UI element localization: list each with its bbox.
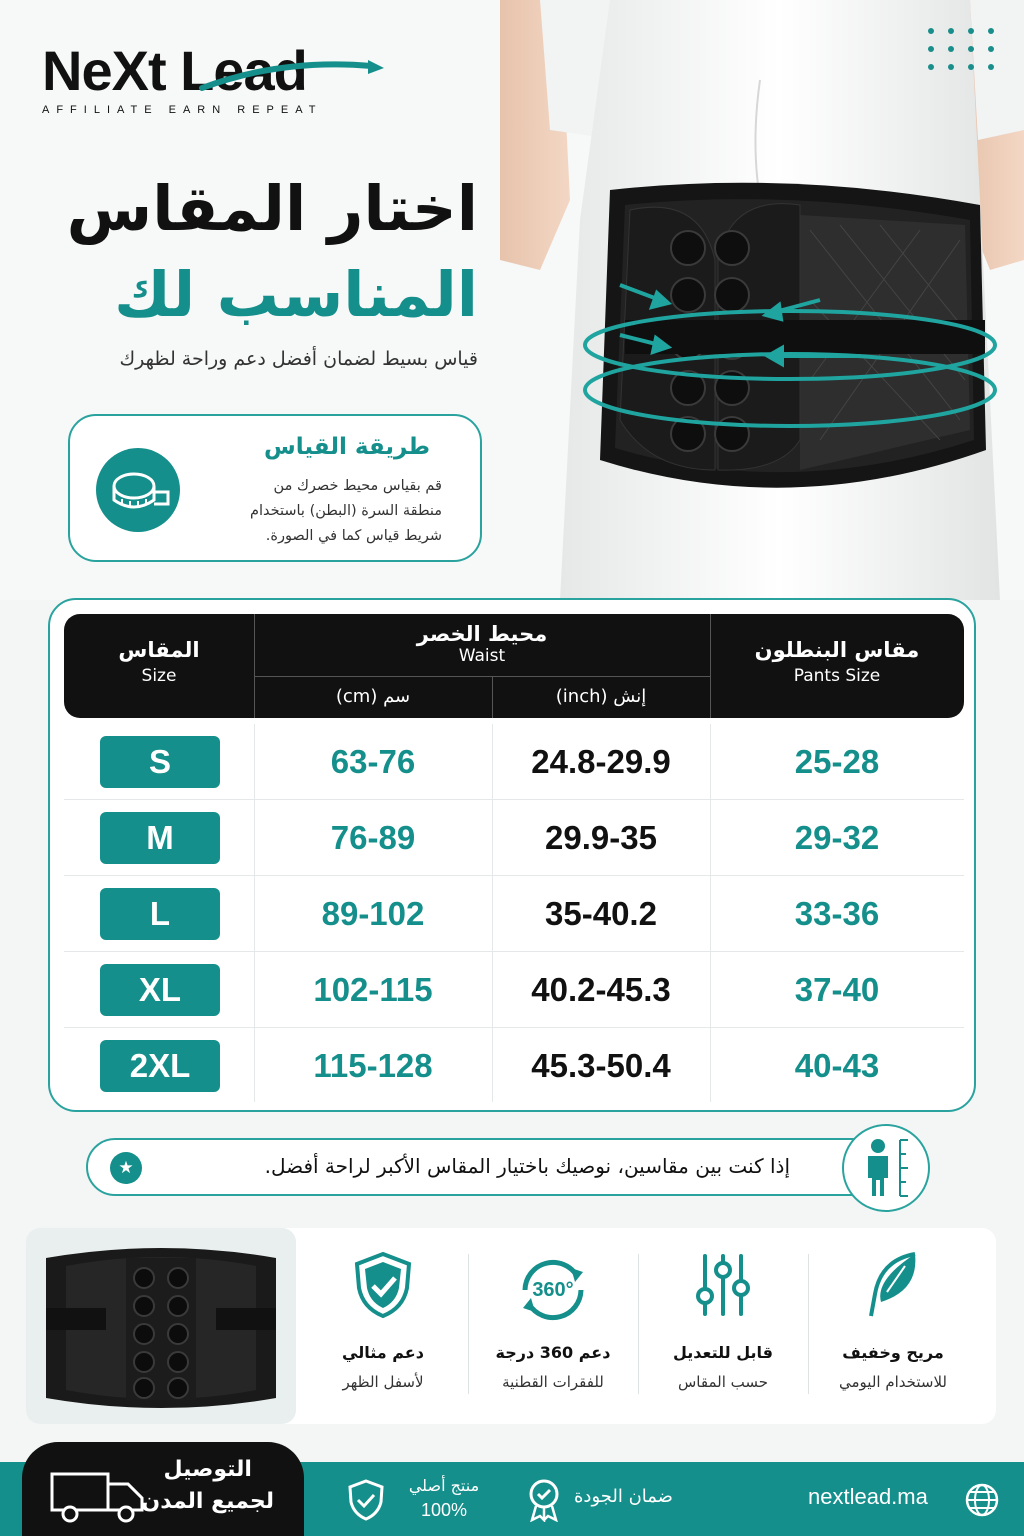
person-height-icon <box>842 1124 930 1212</box>
table-header <box>64 614 964 718</box>
original-line-2: 100% <box>420 1500 468 1520</box>
size-table <box>48 598 976 1112</box>
header-inch: إنش (inch) <box>555 686 647 707</box>
cell-pants: 37-40 <box>794 971 880 1008</box>
cell-cm: 76-89 <box>330 819 416 856</box>
logo-swoosh-icon <box>192 58 392 98</box>
cell-pants: 40-43 <box>794 1047 880 1084</box>
feature-title: مريح وخفيف <box>842 1343 944 1362</box>
header-pants-en: Pants Size <box>793 666 881 686</box>
original-product-label <box>396 1474 492 1522</box>
header-size <box>64 638 254 686</box>
feather-icon <box>861 1250 925 1322</box>
shield-check-icon <box>351 1250 415 1320</box>
cell-cm: 102-115 <box>313 971 433 1008</box>
cell-inch: 29.9-35 <box>545 819 657 856</box>
product-thumbnail <box>26 1228 296 1424</box>
table-row <box>64 952 964 1028</box>
feature-lightweight <box>808 1228 978 1424</box>
features-strip <box>26 1228 996 1424</box>
delivery-line-1: التوصيل <box>163 1457 252 1482</box>
measure-line-1: قم بقياس محيط خصرك من <box>273 478 442 494</box>
feature-title: قابل للتعديل <box>673 1343 773 1362</box>
size-badge: XL <box>100 964 220 1016</box>
size-badge: M <box>100 812 220 864</box>
cell-inch: 24.8-29.9 <box>531 743 671 780</box>
page-title-line1: اختار المقاس <box>66 172 478 245</box>
table-body <box>64 724 964 1104</box>
brand-name-suffix: t Lead <box>147 39 307 102</box>
decorative-dots <box>928 28 998 70</box>
cell-cm: 89-102 <box>321 895 425 932</box>
measure-method-text <box>192 474 442 549</box>
feature-subtitle: للاستخدام اليومي <box>839 1373 947 1391</box>
header-size-ar: المقاس <box>118 638 200 662</box>
feature-360 <box>468 1228 638 1424</box>
360-rotate-icon <box>511 1250 595 1330</box>
table-row <box>64 800 964 876</box>
feature-adjustable <box>638 1228 808 1424</box>
shield-check-outline-icon <box>346 1478 386 1522</box>
feature-title: دعم مثالي <box>342 1343 424 1362</box>
size-tip-text: إذا كنت بين مقاسين، نوصيك باختيار المقاس الأكبر لراحة أفضل. <box>264 1154 790 1178</box>
globe-icon <box>964 1482 1000 1518</box>
feature-support <box>298 1228 468 1424</box>
brand-tagline: AFFILIATE EARN REPEAT <box>42 104 323 116</box>
website-link[interactable]: nextlead.ma <box>808 1484 928 1509</box>
delivery-badge <box>22 1442 304 1536</box>
cell-inch: 40.2-45.3 <box>531 971 671 1008</box>
size-badge: 2XL <box>100 1040 220 1092</box>
measure-method-title: طريقة القياس <box>264 434 430 460</box>
measure-method-card <box>68 414 482 562</box>
header-cm: سم (cm) <box>335 686 411 707</box>
quality-medal-icon <box>526 1478 562 1522</box>
delivery-text <box>141 1454 274 1518</box>
header-size-en: Size <box>141 666 177 686</box>
cell-cm: 63-76 <box>330 743 416 780</box>
product-photo <box>500 0 1024 600</box>
feature-title: دعم 360 درجة <box>495 1343 611 1362</box>
cell-cm: 115-128 <box>313 1047 433 1084</box>
cell-inch: 45.3-50.4 <box>531 1047 671 1084</box>
delivery-line-2: لجميع المدن <box>141 1489 274 1514</box>
hero-section <box>0 0 1024 600</box>
brand-name-x: X <box>111 39 148 102</box>
cell-inch: 35-40.2 <box>545 895 657 932</box>
cell-pants: 29-32 <box>794 819 880 856</box>
header-waist <box>254 622 710 666</box>
brand-logo <box>42 40 382 116</box>
header-waist-ar: محيط الخصر <box>416 622 548 646</box>
table-row <box>64 724 964 800</box>
measuring-tape-icon <box>96 448 180 532</box>
sliders-icon <box>691 1250 755 1320</box>
cell-pants: 33-36 <box>794 895 880 932</box>
360-badge-text: 360° <box>532 1279 574 1301</box>
original-line-1: منتج أصلي <box>408 1476 480 1495</box>
page-subtitle: قياس بسيط لضمان أفضل دعم وراحة لظهرك <box>119 348 478 370</box>
size-badge: S <box>100 736 220 788</box>
size-badge: L <box>100 888 220 940</box>
header-pants <box>710 638 964 686</box>
measure-line-2: منطقة السرة (البطن) باستخدام <box>250 503 442 519</box>
page-title-line2: المناسب لك <box>114 258 478 331</box>
header-waist-en: Waist <box>458 646 506 666</box>
table-row <box>64 876 964 952</box>
feature-subtitle: للفقرات القطنية <box>502 1373 604 1391</box>
delivery-truck-icon <box>48 1468 148 1526</box>
quality-guarantee-label: ضمان الجودة <box>574 1486 673 1507</box>
header-pants-ar: مقاس البنطلون <box>754 638 920 662</box>
feature-subtitle: حسب المقاس <box>677 1373 769 1391</box>
size-tip-banner <box>86 1138 886 1196</box>
cell-pants: 25-28 <box>794 743 880 780</box>
brand-name-prefix: Ne <box>42 39 112 102</box>
table-row <box>64 1028 964 1104</box>
star-icon: ★ <box>110 1152 142 1184</box>
measure-line-3: شريط قياس كما في الصورة. <box>265 528 442 544</box>
feature-subtitle: لأسفل الظهر <box>342 1373 424 1391</box>
